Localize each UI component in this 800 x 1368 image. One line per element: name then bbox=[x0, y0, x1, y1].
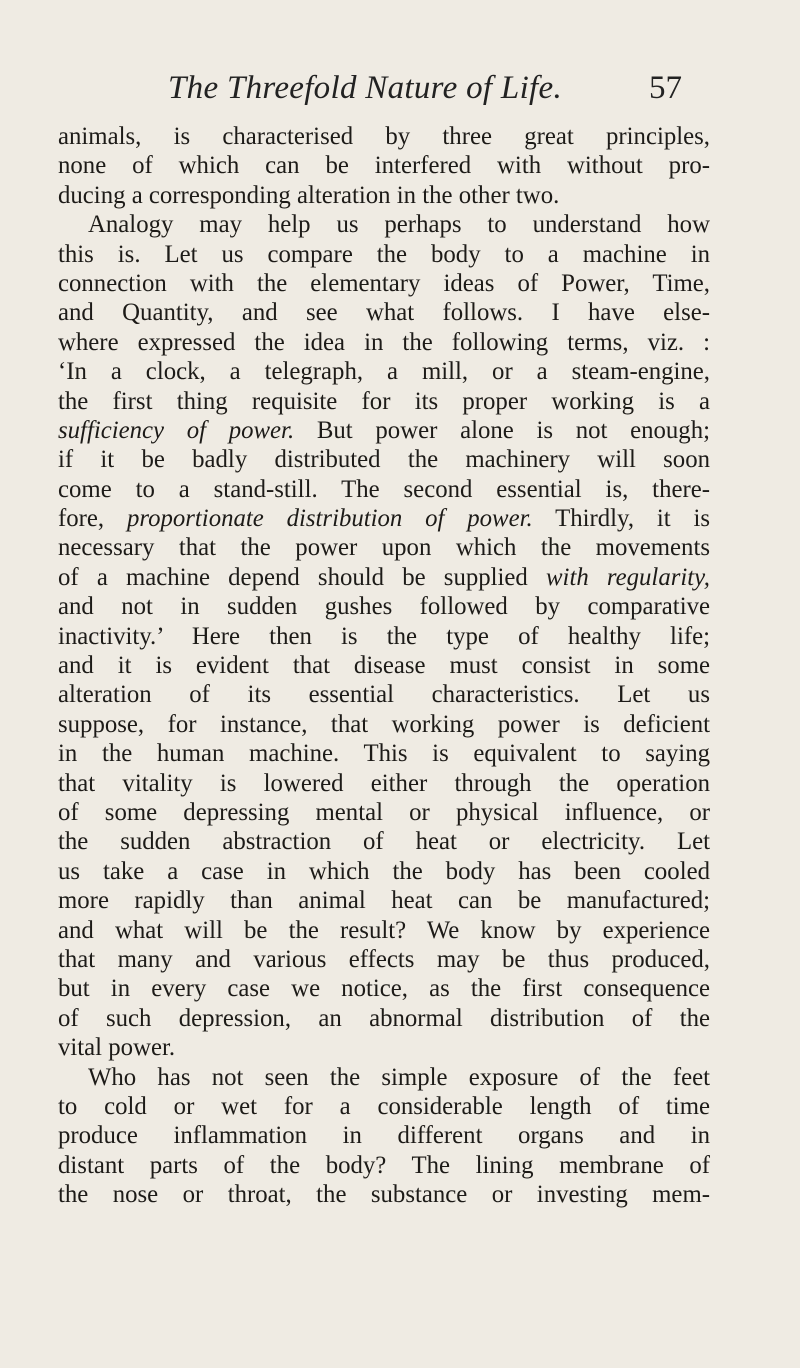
text-segment: suppose, for instance, that working power is deficient bbox=[58, 710, 710, 738]
text-line bbox=[58, 269, 710, 298]
text-segment: that vitality is lowered either through the operation bbox=[58, 769, 710, 797]
text-segment: alteration of its essential characteristics. Let us bbox=[58, 681, 710, 709]
text-line bbox=[58, 328, 710, 357]
text-line bbox=[58, 827, 710, 856]
text-line bbox=[58, 592, 710, 621]
text-segment: come to a stand-still. The second essential is, there- bbox=[58, 475, 710, 503]
text-line bbox=[58, 387, 710, 416]
text-segment: vital power. bbox=[58, 1034, 176, 1062]
text-line bbox=[58, 563, 710, 592]
text-line bbox=[58, 769, 710, 798]
text-line bbox=[58, 1151, 710, 1180]
text-segment: Who has not seen the simple exposure of the feet bbox=[88, 1063, 710, 1091]
text-line bbox=[58, 857, 710, 886]
text-line bbox=[58, 1121, 710, 1150]
text-segment: the first thing requisite for its proper working is a bbox=[58, 387, 710, 415]
text-line bbox=[58, 798, 710, 827]
text-segment: this is. Let us compare the body to a machine in bbox=[58, 240, 710, 268]
text-segment: ducing a corresponding alteration in the other two. bbox=[58, 181, 560, 209]
text-line bbox=[58, 945, 710, 974]
text-segment: and not in sudden gushes followed by comparative bbox=[58, 593, 710, 621]
text-segment: more rapidly than animal heat can be manufactured; bbox=[58, 887, 710, 915]
text-segment: animals, is characterised by three great principles, bbox=[58, 123, 710, 150]
text-segment: fore, bbox=[58, 505, 127, 533]
text-line bbox=[58, 533, 710, 562]
text-segment: necessary that the power upon which the movements bbox=[58, 534, 710, 562]
page-number: 57 bbox=[649, 70, 682, 106]
text-line bbox=[58, 739, 710, 768]
text-segment: inactivity.’ Here then is the type of healthy life; bbox=[58, 622, 710, 650]
text-line bbox=[58, 240, 710, 269]
text-line bbox=[58, 622, 710, 651]
text-segment: and it is evident that disease must consist in some bbox=[58, 652, 710, 680]
text-segment: of a machine depend should be supplied bbox=[58, 563, 547, 591]
text-line bbox=[58, 1180, 710, 1209]
text-segment: Thirdly, it is bbox=[532, 505, 710, 533]
text-segment: produce inflammation in different organs and in bbox=[58, 1122, 710, 1150]
text-segment: distant parts of the body? The lining membrane of bbox=[58, 1151, 710, 1179]
text-segment: of some depressing mental or physical influence, or bbox=[58, 798, 710, 826]
italic-text-segment: proportionate distribution of power. bbox=[126, 505, 533, 533]
text-segment: in the human machine. This is equivalent to saying bbox=[58, 740, 710, 768]
text-segment: us take a case in which the body has been cooled bbox=[58, 857, 710, 885]
text-line bbox=[58, 974, 710, 1003]
text-line bbox=[58, 181, 710, 210]
text-segment: where expressed the idea in the following terms, viz. : bbox=[58, 328, 710, 356]
text-line bbox=[58, 357, 710, 386]
text-line bbox=[58, 886, 710, 915]
running-head-title: The Threefold Nature of Life. bbox=[168, 70, 563, 106]
text-segment: But power alone is not enough; bbox=[294, 416, 710, 444]
text-segment: the nose or throat, the substance or investing mem- bbox=[58, 1181, 710, 1209]
text-line bbox=[58, 1092, 710, 1121]
text-segment: the sudden abstraction of heat or electricity. Let bbox=[58, 828, 710, 856]
body-text bbox=[58, 122, 710, 1209]
text-line bbox=[58, 1063, 710, 1092]
italic-text-segment: with regularity, bbox=[546, 563, 710, 591]
text-line bbox=[58, 475, 710, 504]
text-segment: Analogy may help us perhaps to understand how bbox=[88, 211, 710, 239]
text-segment: to cold or wet for a considerable length of time bbox=[58, 1092, 710, 1120]
text-line bbox=[58, 298, 710, 327]
text-segment: connection with the elementary ideas of Power, Time, bbox=[58, 269, 710, 297]
running-head bbox=[0, 70, 800, 116]
text-segment: none of which can be interfered with without pro- bbox=[58, 152, 710, 180]
text-segment: ‘In a clock, a telegraph, a mill, or a steam-engine, bbox=[58, 358, 710, 386]
text-line bbox=[58, 680, 710, 709]
text-line bbox=[58, 416, 710, 445]
text-line bbox=[58, 1033, 710, 1062]
text-segment: and Quantity, and see what follows. I have else- bbox=[58, 299, 710, 327]
text-line bbox=[58, 151, 710, 180]
text-line bbox=[58, 445, 710, 474]
text-line bbox=[58, 1004, 710, 1033]
italic-text-segment: sufficiency of power. bbox=[58, 416, 295, 444]
text-line bbox=[58, 916, 710, 945]
text-segment: but in every case we notice, as the first consequence bbox=[58, 975, 710, 1003]
text-segment: that many and various effects may be thus produced, bbox=[58, 945, 710, 973]
text-segment: and what will be the result? We know by experience bbox=[58, 916, 710, 944]
text-line bbox=[58, 504, 710, 533]
text-segment: of such depression, an abnormal distribution of the bbox=[58, 1004, 710, 1032]
text-line bbox=[58, 122, 710, 151]
text-line bbox=[58, 210, 710, 239]
text-segment: if it be badly distributed the machinery will soon bbox=[58, 446, 710, 474]
text-line bbox=[58, 651, 710, 680]
text-line bbox=[58, 710, 710, 739]
